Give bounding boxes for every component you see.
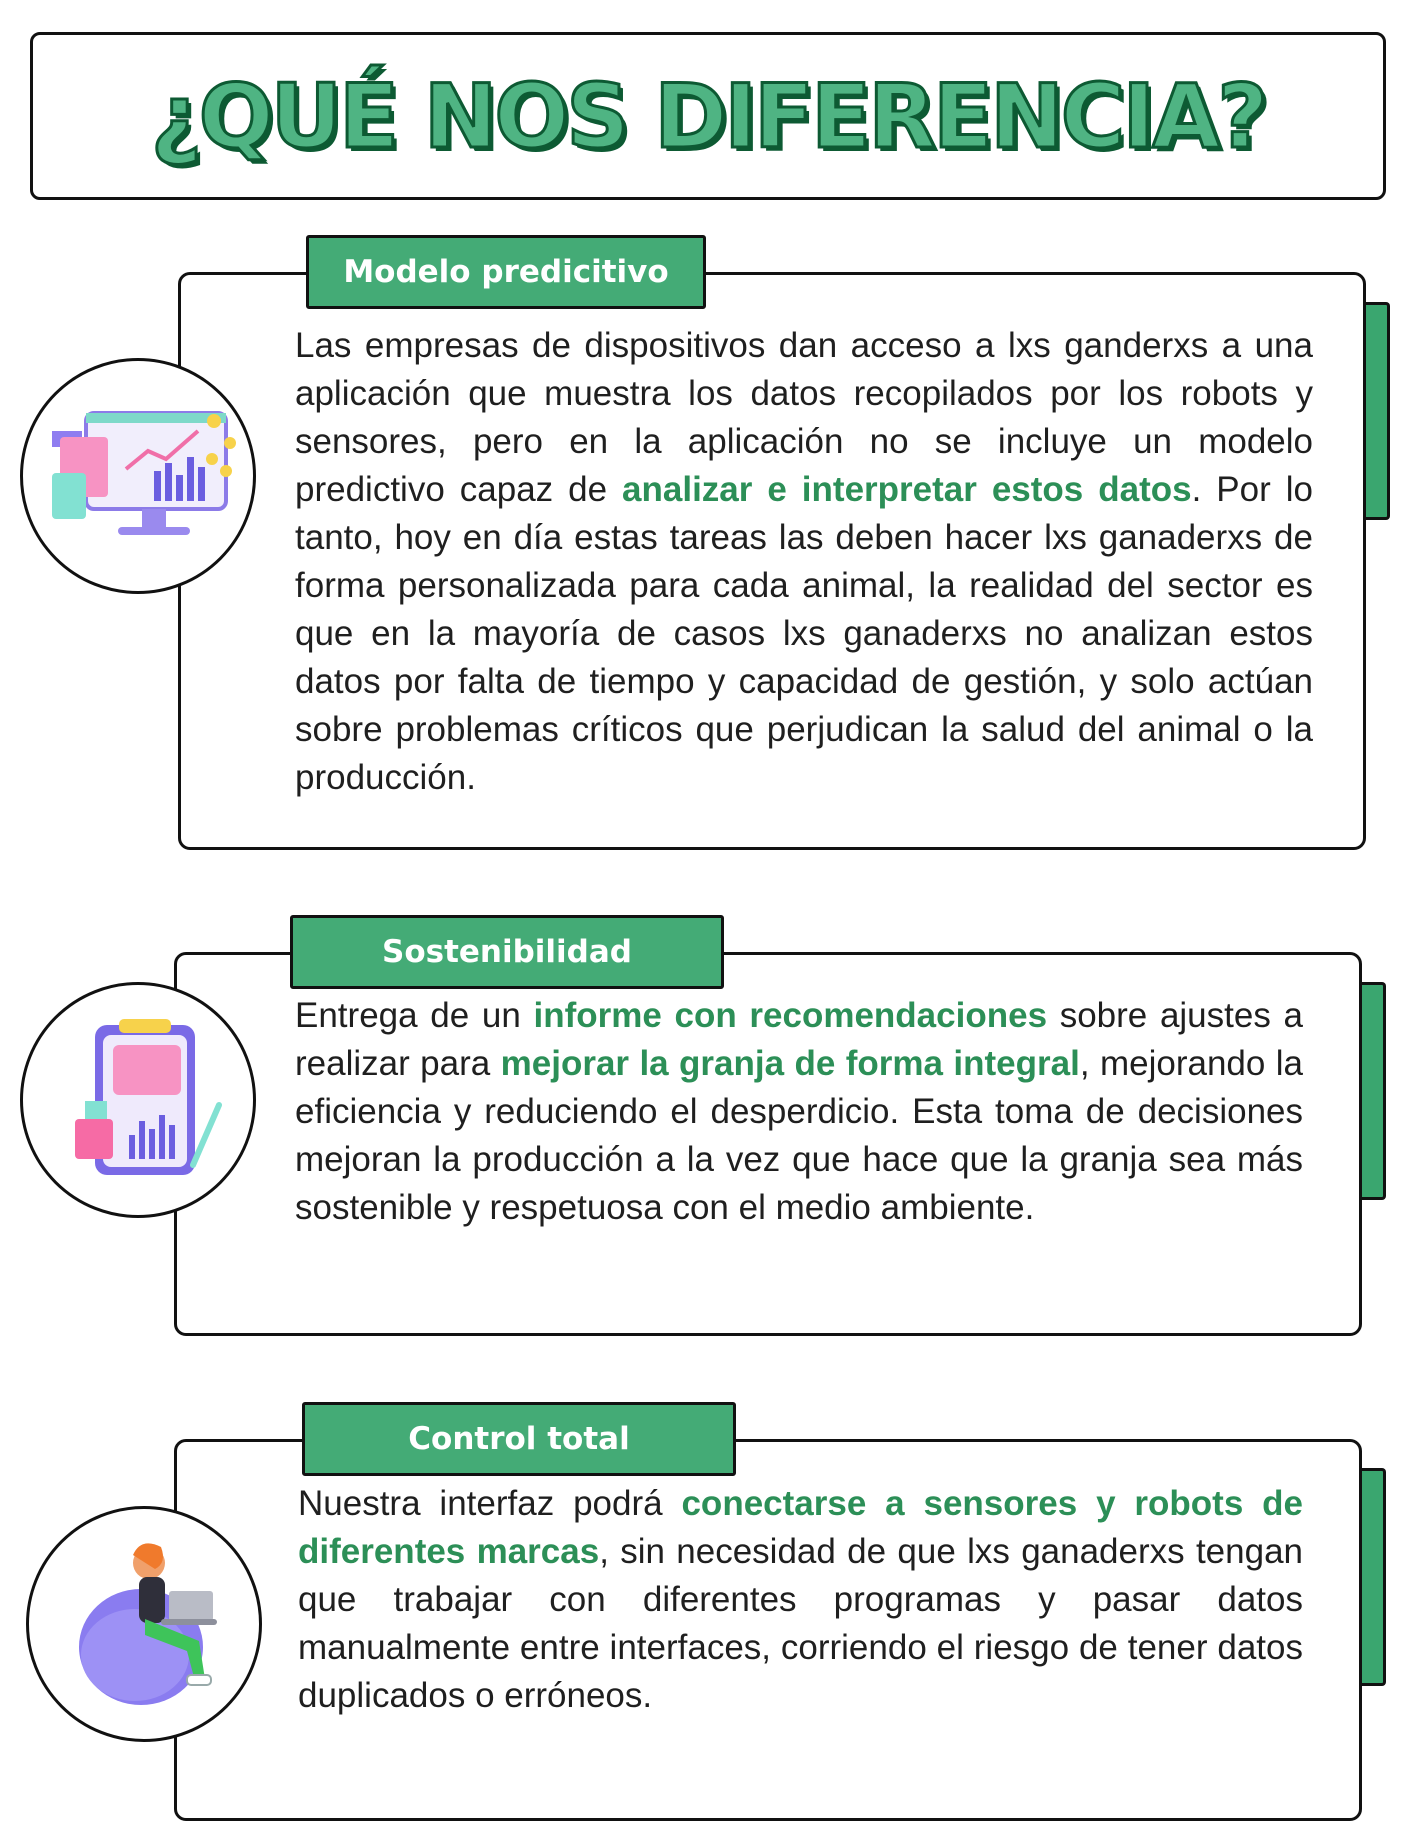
section-text-control	[298, 1480, 1303, 1720]
text-part: sobre ajustes a realizar para	[295, 996, 1303, 1083]
text-part: Entrega de un	[295, 996, 534, 1035]
section-text-sostenibilidad	[295, 992, 1303, 1232]
section-badge-modelo: Modelo predicitivo	[306, 235, 706, 309]
side-tab-2	[1358, 982, 1386, 1200]
highlight-text: mejorar la granja de forma integral	[500, 1044, 1080, 1083]
section-badge-control: Control total	[302, 1402, 736, 1476]
highlight-text: informe con recomendaciones	[533, 996, 1048, 1035]
text-part: . Por lo tanto, hoy en día estas tareas las deben hacer lxs ganaderxs de forma personalizada para cada animal, la realidad del sector es que en la mayoría de casos lxs ganaderxs no analizan estos datos por falta de tiempo y capacidad de gestión, y solo actúan sobre problemas críticos que perjudican la salud del animal o la producción.	[295, 470, 1313, 797]
person-laptop-icon	[26, 1506, 262, 1742]
text-part: Nuestra interfaz podrá	[298, 1484, 682, 1523]
clipboard-report-icon	[20, 982, 256, 1218]
section-badge-sostenibilidad: Sostenibilidad	[290, 915, 724, 989]
text-part: Las empresas de dispositivos dan acceso a lxs ganderxs a una aplicación que muestra los datos recopilados por los robots y sensores, pero en la aplicación no se incluye un modelo predictivo capaz de	[295, 326, 1313, 509]
section-text-modelo	[295, 322, 1313, 802]
text-part: , sin necesidad de que lxs ganaderxs tengan que trabajar con diferentes programas y pasar datos manualmente entre interfaces, corriendo el riesgo de tener datos duplicados o erróneos.	[298, 1532, 1304, 1715]
highlight-text: conectarse a sensores y robots de diferentes marcas	[298, 1484, 1304, 1571]
side-tab-3	[1358, 1468, 1386, 1686]
page-title: ¿QUÉ NOS DIFERENCIA?	[150, 64, 1266, 168]
title-banner	[30, 32, 1386, 200]
text-part: , mejorando la eficiencia y reduciendo el desperdicio. Esta toma de decisiones mejoran la producción a la vez que hace que la granja sea más sostenible y respetuosa con el medio ambiente.	[295, 1044, 1303, 1227]
highlight-text: analizar e interpretar estos datos	[622, 470, 1192, 509]
analytics-monitor-icon	[20, 358, 256, 594]
side-tab-1	[1362, 302, 1390, 520]
